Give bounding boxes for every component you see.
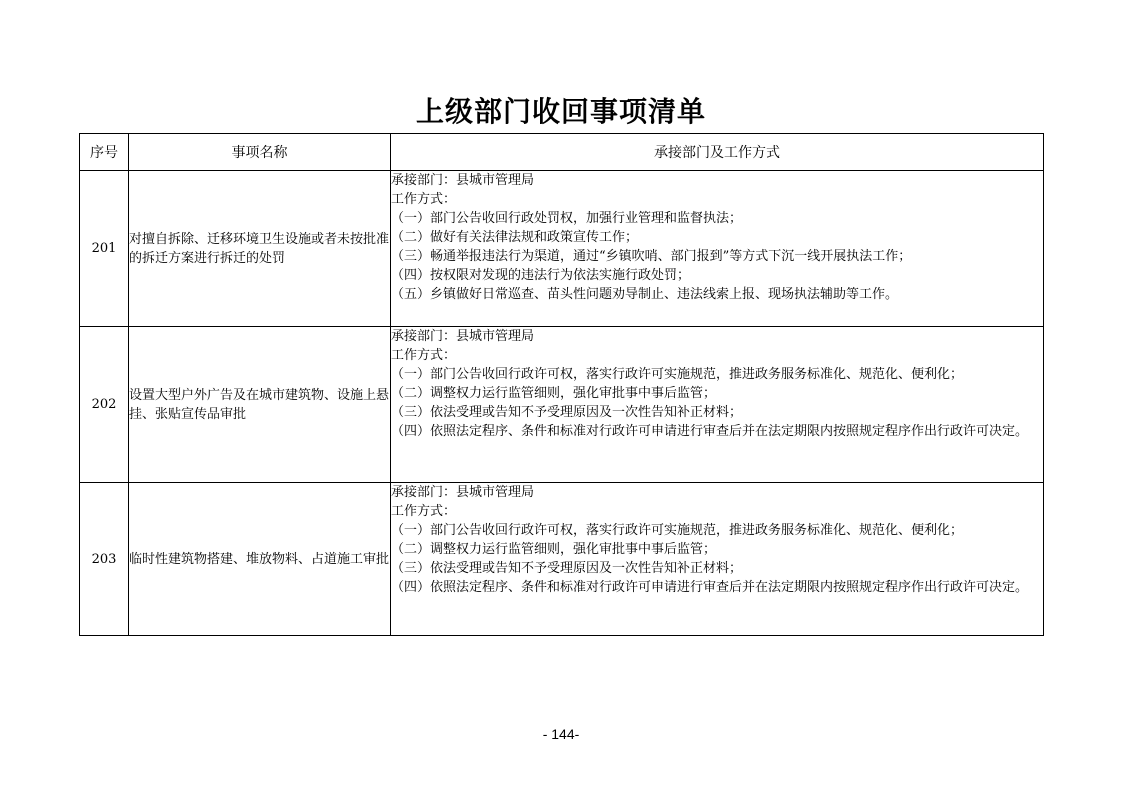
row-number: 202 xyxy=(80,327,129,483)
items-table xyxy=(79,133,1044,636)
table-header-row xyxy=(80,134,1044,171)
method-item: （二）调整权力运行监管细则，强化审批事中事后监管； xyxy=(391,386,717,401)
table-row xyxy=(80,483,1044,636)
method-item: （一）部门公告收回行政许可权，落实行政许可实施规范，推进政务服务标准化、规范化、便利化； xyxy=(391,523,964,538)
department-line: 承接部门：县城市管理局 xyxy=(391,329,535,344)
method-item: （三）依法受理或告知不予受理原因及一次性告知补正材料； xyxy=(391,405,743,420)
header-department-method: 承接部门及工作方式 xyxy=(391,134,1044,171)
department-line: 承接部门：县城市管理局 xyxy=(391,485,535,500)
table-row xyxy=(80,327,1044,483)
method-item: （四）依照法定程序、条件和标准对行政许可申请进行审查后并在法定期限内按照规定程序作出行政许可决定。 xyxy=(391,580,1029,595)
item-name: 对擅自拆除、迁移环境卫生设施或者未按批准的拆迁方案进行拆迁的处罚 xyxy=(129,171,391,327)
method-item: （四）按权限对发现的违法行为依法实施行政处罚； xyxy=(391,268,691,283)
department-method xyxy=(391,171,1044,327)
method-item: （二）做好有关法律法规和政策宣传工作； xyxy=(391,230,639,245)
method-item: （二）调整权力运行监管细则，强化审批事中事后监管； xyxy=(391,542,717,557)
table-row xyxy=(80,171,1044,327)
method-label: 工作方式： xyxy=(391,504,457,519)
department-method xyxy=(391,327,1044,483)
method-item: （三）畅通举报违法行为渠道，通过“乡镇吹哨、部门报到”等方式下沉一线开展执法工作； xyxy=(391,249,912,264)
method-item: （三）依法受理或告知不予受理原因及一次性告知补正材料； xyxy=(391,561,743,576)
page-number: - 144- xyxy=(542,726,580,742)
method-item: （一）部门公告收回行政处罚权，加强行业管理和监督执法； xyxy=(391,211,743,226)
method-item: （一）部门公告收回行政许可权，落实行政许可实施规范，推进政务服务标准化、规范化、便利化； xyxy=(391,367,964,382)
method-label: 工作方式： xyxy=(391,192,457,207)
department-method xyxy=(391,483,1044,636)
method-item: （四）依照法定程序、条件和标准对行政许可申请进行审查后并在法定期限内按照规定程序作出行政许可决定。 xyxy=(391,424,1029,439)
item-name: 设置大型户外广告及在城市建筑物、设施上悬挂、张贴宣传品审批 xyxy=(129,327,391,483)
header-number: 序号 xyxy=(80,134,129,171)
department-line: 承接部门：县城市管理局 xyxy=(391,173,535,188)
method-label: 工作方式： xyxy=(391,348,457,363)
page-title: 上级部门收回事项清单 xyxy=(415,95,706,128)
header-item-name: 事项名称 xyxy=(129,134,391,171)
method-item: （五）乡镇做好日常巡查、苗头性问题劝导制止、违法线索上报、现场执法辅助等工作。 xyxy=(391,287,899,302)
item-name: 临时性建筑物搭建、堆放物料、占道施工审批 xyxy=(129,483,391,636)
row-number: 201 xyxy=(80,171,129,327)
row-number: 203 xyxy=(80,483,129,636)
